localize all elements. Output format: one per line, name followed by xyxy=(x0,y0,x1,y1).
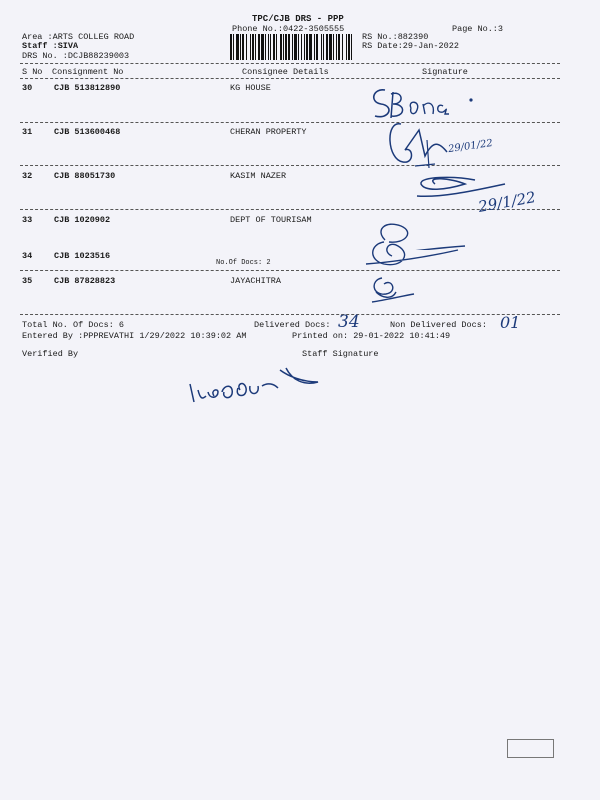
barcode-bar xyxy=(242,34,244,60)
barcode-bar xyxy=(342,34,343,60)
row-consignee: JAYACHITRA xyxy=(230,276,282,286)
col-header-signature: Signature xyxy=(422,67,468,77)
barcode-bar xyxy=(316,34,318,60)
barcode-bar xyxy=(314,34,315,60)
row-consignee: DEPT OF TOURISAM xyxy=(230,215,312,225)
staff-signature-scribble xyxy=(188,362,328,410)
barcode-bar xyxy=(336,34,337,60)
signature-date-2: 29/1/22 xyxy=(476,188,537,216)
barcode-bar xyxy=(348,34,350,60)
barcode-bar xyxy=(258,34,260,60)
staff-field: Staff :SIVA xyxy=(22,41,79,51)
staff-signature-label: Staff Signature xyxy=(302,349,379,359)
rs-date: RS Date:29-Jan-2022 xyxy=(362,41,459,51)
barcode-bar xyxy=(265,34,266,60)
barcode-bar xyxy=(301,34,302,60)
delivered-docs-label: Delivered Docs: xyxy=(254,320,331,330)
col-header-consignment: Consignment No xyxy=(52,67,124,77)
row-sno: 32 xyxy=(22,171,33,181)
row-consignment: CJB 1020902 xyxy=(54,215,111,225)
barcode-icon xyxy=(230,34,354,60)
barcode-bar xyxy=(294,34,297,60)
barcode-bar xyxy=(285,34,287,60)
barcode-bar xyxy=(246,34,247,60)
barcode-bar xyxy=(326,34,328,60)
rs-number: RS No.:882390 xyxy=(362,32,429,42)
stamp-box xyxy=(507,739,554,758)
signature-date-1: 29/01/22 xyxy=(447,137,494,156)
barcode-bar xyxy=(321,34,322,60)
barcode-bar xyxy=(250,34,251,60)
row-consignee: KASIM NAZER xyxy=(230,171,287,181)
barcode-bar xyxy=(309,34,312,60)
phone-number: Phone No.:0422-3505555 xyxy=(232,24,345,34)
drs-number: DRS No. :DCJB88239003 xyxy=(22,51,130,61)
barcode-bar xyxy=(236,34,239,60)
barcode-bar xyxy=(240,34,241,60)
barcode-bar xyxy=(230,34,232,60)
barcode-bar xyxy=(273,34,275,60)
row-sno: 30 xyxy=(22,83,33,93)
barcode-bar xyxy=(298,34,299,60)
barcode-bar xyxy=(351,34,352,60)
barcode-bar xyxy=(288,34,290,60)
barcode-bar xyxy=(323,34,324,60)
barcode-bar xyxy=(276,34,277,60)
delivered-docs-value: 34 xyxy=(338,312,360,332)
non-delivered-docs-label: Non Delivered Docs: xyxy=(390,320,487,330)
total-docs: Total No. Of Docs: 6 xyxy=(22,320,125,330)
area-field: Area :ARTS COLLEG ROAD xyxy=(22,32,135,42)
row-consignment: CJB 88051730 xyxy=(54,171,116,181)
barcode-bar xyxy=(261,34,264,60)
divider xyxy=(20,314,560,315)
no-of-docs-note: No.Of Docs: 2 xyxy=(216,259,271,267)
col-header-sno: S No xyxy=(22,67,43,77)
entered-by: Entered By :PPPREVATHI 1/29/2022 10:39:02 AM xyxy=(22,331,247,341)
drs-title: TPC/CJB DRS - PPP xyxy=(252,14,344,24)
barcode-bar xyxy=(233,34,234,60)
barcode-bar xyxy=(333,34,334,60)
signature-scribbles xyxy=(355,80,515,250)
row-divider xyxy=(20,270,560,271)
barcode-bar xyxy=(268,34,269,60)
row-consignee: KG HOUSE xyxy=(230,83,271,93)
non-delivered-docs-value: 01 xyxy=(500,313,521,332)
barcode-bar xyxy=(283,34,284,60)
barcode-bar xyxy=(252,34,254,60)
row-sno: 33 xyxy=(22,215,33,225)
barcode-bar xyxy=(346,34,347,60)
barcode-bar xyxy=(270,34,271,60)
barcode-bar xyxy=(306,34,308,60)
divider xyxy=(20,78,560,79)
barcode-bar xyxy=(292,34,293,60)
row-consignment: CJB 513812890 xyxy=(54,83,121,93)
barcode-bar xyxy=(280,34,282,60)
signature-scribbles xyxy=(362,234,462,306)
printed-on: Printed on: 29-01-2022 10:41:49 xyxy=(292,331,451,341)
barcode-bar xyxy=(338,34,340,60)
row-consignment: CJB 87828823 xyxy=(54,276,116,286)
barcode-bar xyxy=(304,34,305,60)
barcode-bar xyxy=(255,34,256,60)
verified-by-label: Verified By xyxy=(22,349,79,359)
barcode-bar xyxy=(329,34,332,60)
row-sno: 31 xyxy=(22,127,33,137)
row-consignment: CJB 1023516 xyxy=(54,251,111,261)
row-sno: 34 xyxy=(22,251,33,261)
row-consignment: CJB 513600468 xyxy=(54,127,121,137)
page-number: Page No.:3 xyxy=(452,24,504,34)
divider xyxy=(20,63,560,64)
col-header-consignee: Consignee Details xyxy=(242,67,329,77)
row-consignee: CHERAN PROPERTY xyxy=(230,127,307,137)
row-sno: 35 xyxy=(22,276,33,286)
